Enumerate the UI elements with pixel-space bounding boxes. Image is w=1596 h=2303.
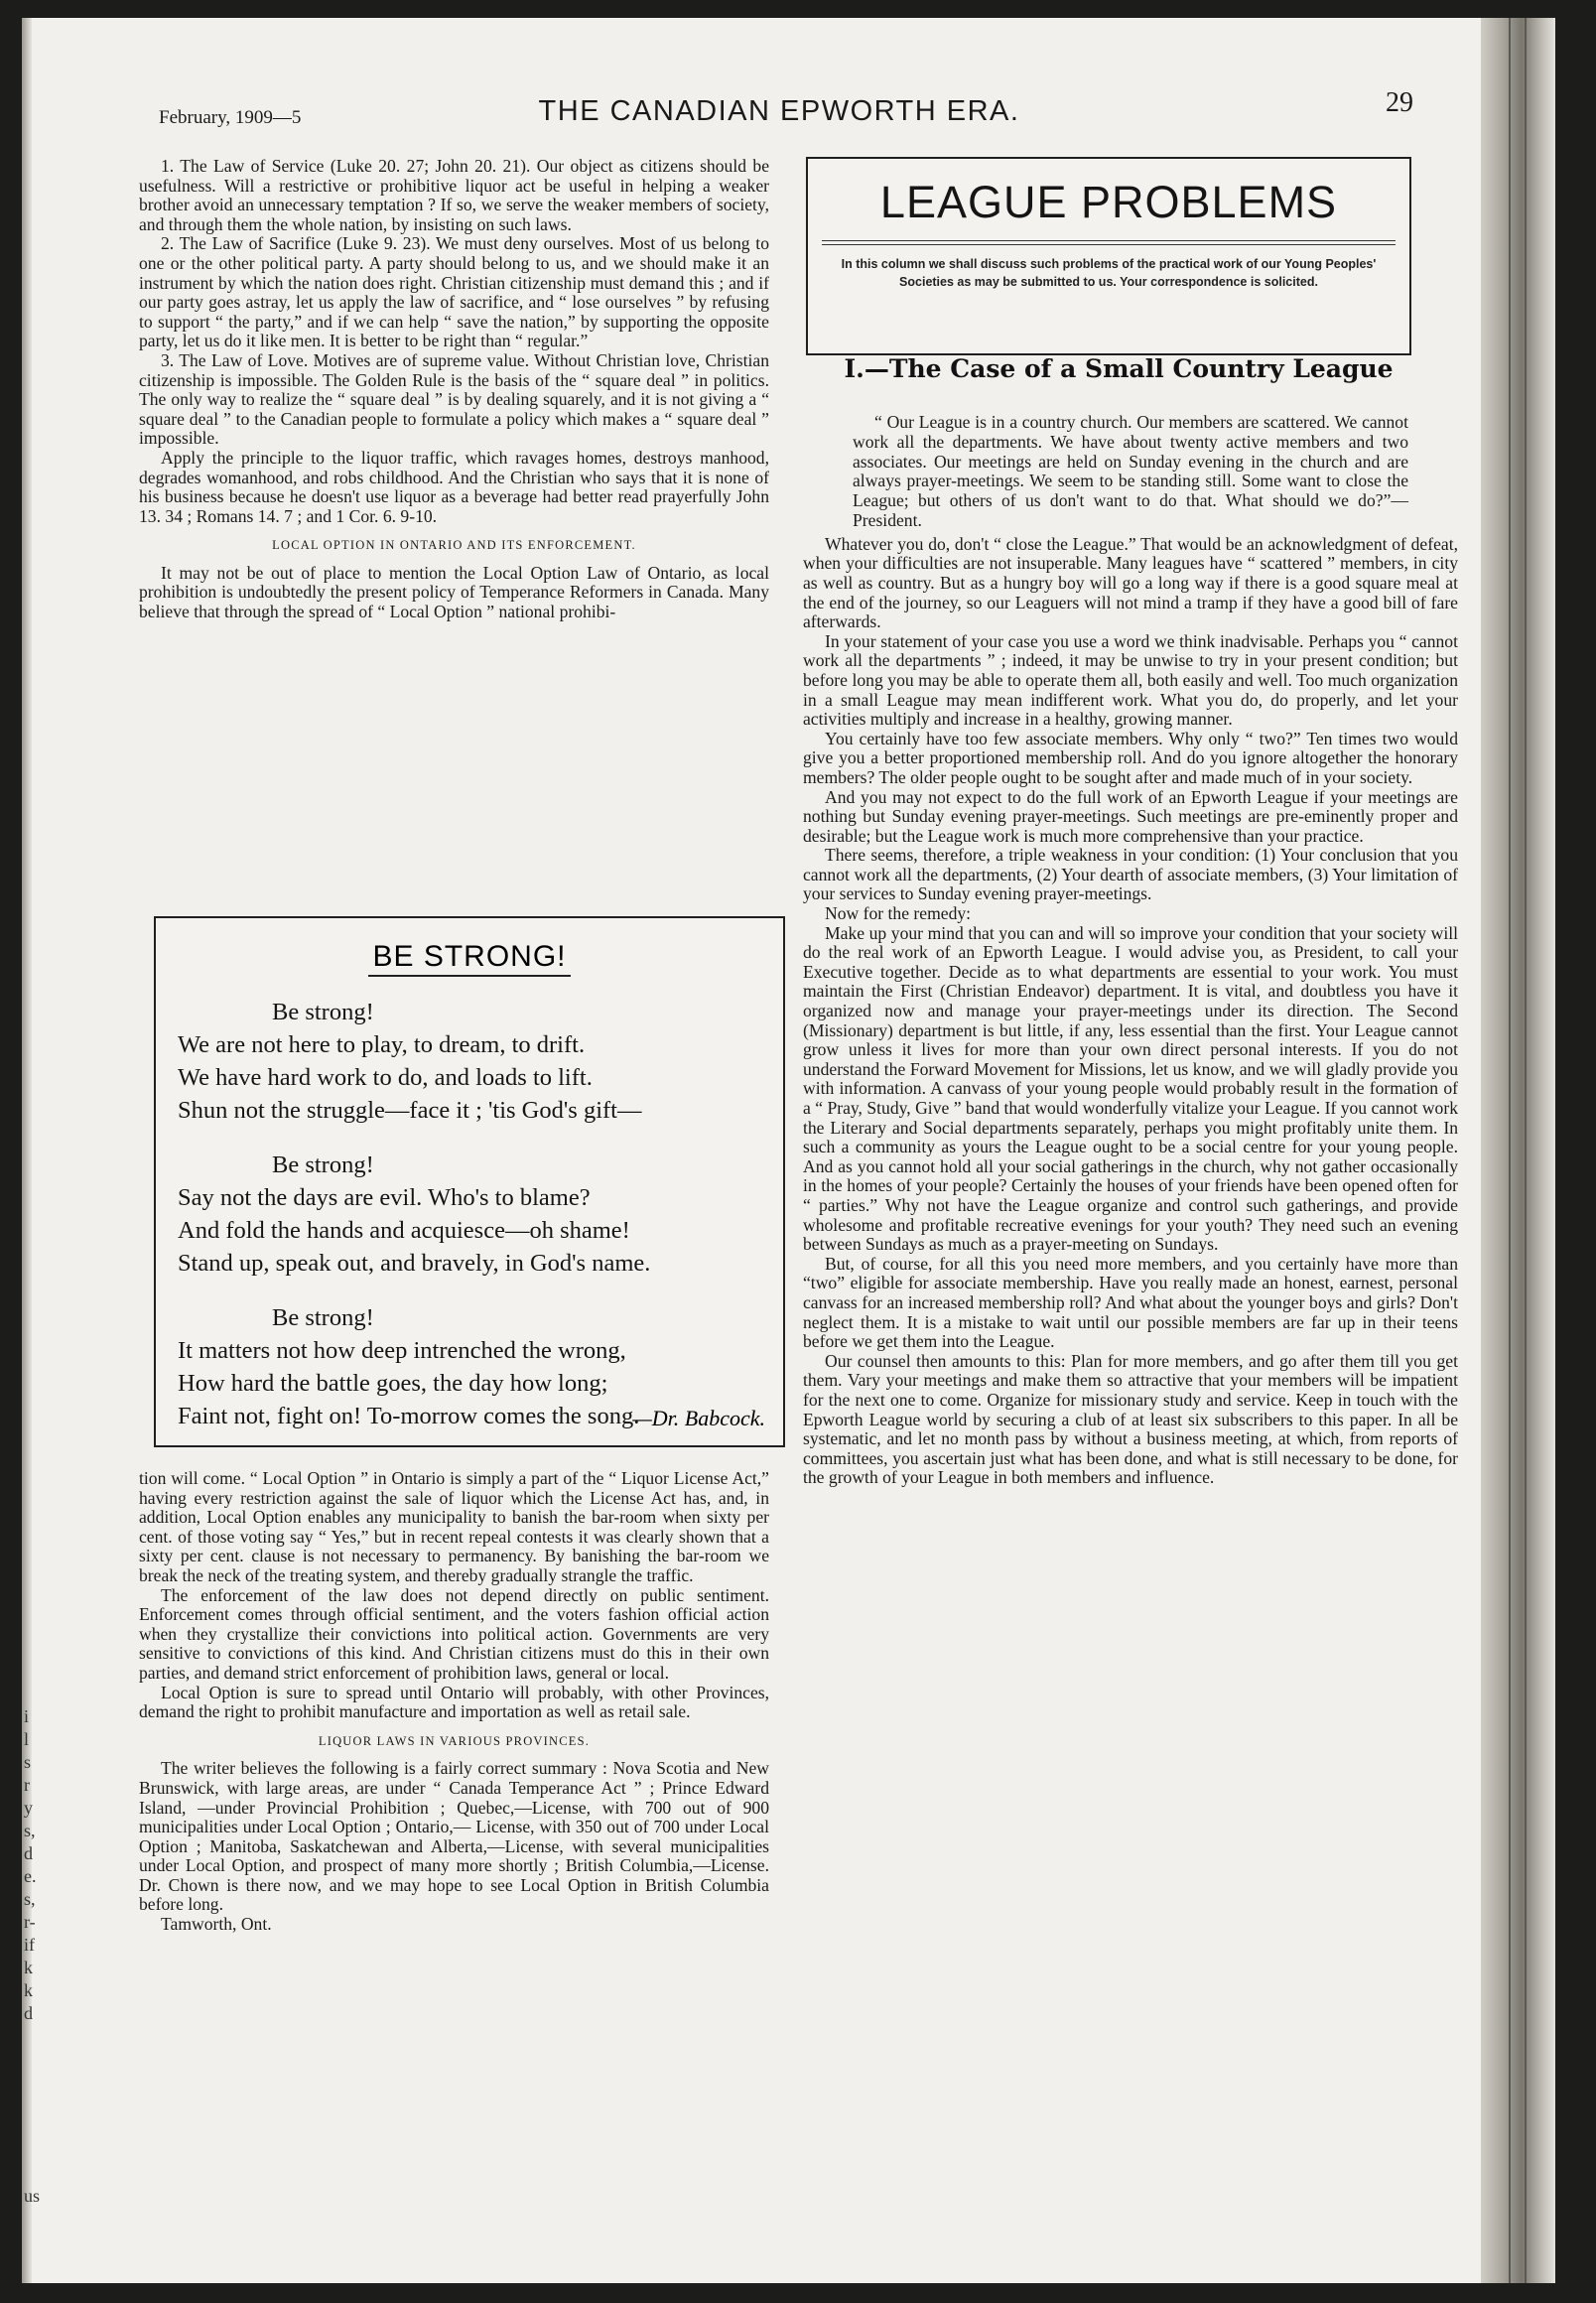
paragraph: Now for the remedy: — [825, 903, 972, 924]
poem-line: Shun not the struggle—face it ; 'tis God's gift— — [178, 1097, 642, 1124]
margin-fragment: d — [24, 2003, 33, 2023]
poem-line: Be strong! — [272, 999, 374, 1025]
poem-line: Faint not, fight on! To-morrow comes the song. — [178, 1403, 640, 1429]
paragraph: It may not be out of place to mention the Local Option Law of Ontario, as local prohibition is undoubtedly the present policy of Temperance Reformers in Canada. Many believe that through the spread of “ Local Option ” national prohibi- — [139, 562, 769, 622]
paragraph: 3. The Law of Love. Motives are of supreme value. Without Christian love, Christian citizenship is impossible. The Golden Rule is the basis of the “ square deal ” in politics. The only way to realize the “ square deal ” is by dealing squarely, and it is not giving a “ square deal ” to the Canadian people to formulate a policy which makes a “ square deal ” impossible. — [139, 349, 769, 449]
double-rule — [822, 240, 1396, 245]
margin-fragment: i — [24, 1706, 30, 1726]
article-title: I.—The Case of a Small Country League — [844, 354, 1394, 383]
paragraph: Apply the principle to the liquor traffic, which ravages homes, destroys manhood, degrades womanhood, and robs childhood. And the Christian who says that it is none of his business because he doesn't use liquor as a beverage had better read prayerfully John 13. 34 ; Romans 14. 7 ; and 1 Cor. 6. 9-10. — [139, 447, 769, 526]
paragraph: Make up your mind that you can and will so improve your condition that your society will do the real work of an Epworth League. I would advise you, as President, to call your Executive together. Decide as to what departments are essential to your work. You must maintain the First (Christian Endeavor) department. It is vital, and doubtless you have it organized now and manage your prayer-meetings under its direction. The Second (Missionary) department is but little, if any, less essential than the first. Your League cannot grow unless it lives for more than your own direct personal interests. If you do not understand the Forward Movement for Missions, let us know, and we will gladly provide you with information. A canvass of your young people would probably result in the formation of a “ Pray, Study, Give ” band that would wonderfully vitalize your League. If you cannot work the Literary and Social departments separately, perhaps you might profitably unite them. In such a community as yours the League ought to be a social centre for your young people. And as you cannot hold all your social gatherings in the church, why not gather occasionally in the homes of your people? Certainly the houses of your friends have been opened often for “ parties.” Why not have the League organize and control such gatherings, and provide wholesome and profitable recreative evenings for your youth? They need such an evening between Sundays as much as a prayer-meeting on Sundays. — [803, 922, 1458, 1255]
paragraph: And you may not expect to do the full work of an Epworth League if your meetings are nothing but Sunday evening prayer-meetings. Such meetings are pre-eminently proper and desirable; but the League work is much more comprehensive than your practice. — [803, 786, 1458, 846]
poem-stanza — [178, 996, 783, 1127]
paragraph: Local Option is sure to spread until Ontario will probably, with other Provinces, demand the right to prohibit manufacture and importation as well as retail sale. — [139, 1682, 769, 1722]
poem-stanza — [178, 1149, 783, 1280]
margin-fragment: y — [24, 1798, 33, 1818]
poem-line: Say not the days are evil. Who's to blame? — [178, 1184, 591, 1211]
magazine-page — [22, 18, 1555, 2283]
issue-date: February, 1909—5 — [159, 107, 302, 128]
letter-text: “ Our League is in a country church. Our members are scattered. We cannot work all the departments. We have about twenty active members and two associates. Our meetings are held on Sunday evening in the church and are always prayer-meetings. We seem to be standing still. Some want to close the League; but others of us don't want to do that. What should we do?”—President. — [853, 412, 1408, 530]
margin-fragment — [24, 2162, 36, 2185]
margin-fragment: l — [24, 1729, 30, 1749]
margin-fragment — [24, 2094, 36, 2116]
poem-line: Be strong! — [272, 1304, 374, 1331]
margin-fragment: s — [24, 1752, 32, 1772]
poem-line: Be strong! — [272, 1152, 374, 1178]
margin-fragment: s, — [24, 1821, 36, 1840]
margin-text-fragments — [24, 1705, 41, 2208]
left-column-bottom — [139, 1469, 769, 1935]
poem-title: BE STRONG! — [156, 940, 783, 974]
margin-fragment: r- — [24, 1912, 36, 1932]
poem-line: We have hard work to do, and loads to lift. — [178, 1064, 593, 1091]
paragraph: In your statement of your case you use a word we think inadvisable. Perhaps you “ cannot work all the departments ” ; indeed, it may be unwise to try in your present condition; but before long you may be able to operate them all, both easily and well. Too much organization in a small League may mean indifferent work. What you do, do properly, and let your activities multiply and increase in a healthy, growing manner. — [803, 630, 1458, 730]
poem-author: —Dr. Babcock. — [632, 1406, 765, 1430]
league-problems-title: LEAGUE PROBLEMS — [879, 177, 1338, 227]
poem-line: How hard the battle goes, the day how long; — [178, 1370, 608, 1397]
paragraph: Whatever you do, don't “ close the League.” That would be an acknowledgment of defeat, when your difficulties are not insuperable. Many leagues have “ scattered ” members, in city as well as country. But as a hungry boy will go a long way if there is a good square meal at the end of the journey, so our Leaguers will not mind a tramp if they have a good bill of fare afterwards. — [803, 533, 1458, 632]
league-problems-box — [806, 157, 1411, 355]
margin-fragment: us — [24, 2186, 41, 2206]
paragraph: There seems, therefore, a triple weakness in your condition: (1) Your conclusion that you cannot work all the departments, (2) Your dearth of associate members, (3) Your limitation of your services to Sunday evening prayer-meetings. — [803, 845, 1458, 904]
margin-fragment — [24, 2025, 36, 2048]
section-subhead: LIQUOR LAWS IN VARIOUS PROVINCES. — [318, 1733, 591, 1748]
signature: Tamworth, Ont. — [161, 1914, 272, 1935]
magazine-title: THE CANADIAN EPWORTH ERA. — [538, 95, 1020, 127]
league-problems-intro: In this column we shall discuss such problems of the practical work of our Young Peoples' Societies as may be submitted to us. Your correspondence is solicited. — [841, 257, 1377, 289]
paragraph: The writer believes the following is a fairly correct summary : Nova Scotia and New Brunswick, with large areas, are under “ Canada Temperance Act ” ; Prince Edward Island, —under Provincial Prohibition ; Quebec,—License, with 700 out of 900 municipalities under Local Option ; Ontario,— License, with 350 out of 700 under Local Option ; Manitoba, Saskatchewan and Alberta,—License, with several municipalities under Local Option, and prospect of many more shortly ; British Columbia,—License. Dr. Chown is there now, and we may hope to see Local Option in British Columbia before long. — [139, 1758, 769, 1915]
book-binding — [1481, 18, 1555, 2283]
margin-fragment: d — [24, 1843, 33, 1863]
paragraph: 1. The Law of Service (Luke 20. 27; John 20. 21). Our object as citizens should be usefulness. Will a restrictive or prohibitive liquor act be useful in helping a weaker brother avoid an unnecessary temptation ? If so, we serve the weaker members of society, and through them the whole nation, by insisting on such laws. — [139, 156, 769, 234]
reader-letter — [853, 413, 1408, 531]
poem-box — [154, 916, 785, 1447]
paragraph: You certainly have too few associate members. Why only “ two?” Ten times two would give you a better proportioned membership roll. And do you ignore altogether the honorary members? The older people ought to be sought after and made much of in your society. — [803, 728, 1458, 787]
paragraph: 2. The Law of Sacrifice (Luke 9. 23). We must deny ourselves. Most of us belong to one or the other political party. A party should belong to us, and we should make it an instrument by which the nation does right. Christian citizenship must demand this ; and if our party goes astray, let us apply the law of sacrifice, and “ lose ourselves ” by refusing to support “ the party,” and if we can help “ save the nation,” by supporting the opposite party, let us do it like men. It is better to be right than “ regular.” — [139, 233, 769, 351]
margin-fragment — [24, 2116, 36, 2139]
margin-fragment: s, — [24, 1889, 36, 1909]
margin-fragment: e. — [24, 1866, 37, 1886]
paragraph: The enforcement of the law does not depend directly on public sentiment. Enforcement comes through official sentiment, and the voters fashion official action when they crystallize their convictions into political action. Governments are very sensitive to convictions of this kind. And Christian citizens must do this in their own parties, and demand strict enforcement of prohibition laws, general or local. — [139, 1584, 769, 1683]
paragraph: tion will come. “ Local Option ” in Ontario is simply a part of the “ Liquor License Act,” having every restriction against the sale of liquor which the License Act has, and, in addition, Local Option enables any municipality to banish the bar-room when sixty per cent. of those voting say “ Yes,” but in recent repeal contests it was clearly shown that a sixty per cent. clause is not necessary to permanency. By banishing the bar-room we break the neck of the treating system, and thereby gradually strangle the traffic. — [139, 1468, 769, 1585]
page-number: 29 — [1386, 87, 1413, 118]
left-column-top — [139, 157, 769, 622]
poem-line: It matters not how deep intrenched the wrong, — [178, 1337, 626, 1364]
poem-line: We are not here to play, to dream, to drift. — [178, 1031, 586, 1058]
margin-fragment — [24, 2139, 36, 2162]
margin-fragment — [24, 2071, 36, 2094]
section-subhead: LOCAL OPTION IN ONTARIO AND ITS ENFORCEMENT. — [272, 538, 636, 553]
margin-fragment: if — [24, 1935, 35, 1955]
margin-fragment: k — [24, 1958, 33, 1977]
margin-fragment: k — [24, 1980, 33, 2000]
page-header — [139, 87, 1419, 137]
poem-line: Stand up, speak out, and bravely, in God's name. — [178, 1250, 651, 1277]
margin-fragment: r — [24, 1775, 30, 1795]
paragraph: Our counsel then amounts to this: Plan for more members, and go after them till you get them. Vary your meetings and make them so attractive that your members will be impatient for the next one to come. Organize for missionary study and service. Keep in touch with the Epworth League world by securing a club of at least six subscribers to this paper. In all be systematic, and let no month pass by without a business meeting, at which, from reports of committees, you ascertain just what has been done, and what is still necessary to be done, for the growth of your League in both members and influence. — [803, 1350, 1458, 1488]
margin-fragment — [24, 2048, 36, 2071]
poem-line: And fold the hands and acquiesce—oh shame! — [178, 1217, 630, 1244]
paragraph: But, of course, for all this you need more members, and you certainly have more than “two” eligible for associate membership. Have you really made an honest, earnest, personal canvass for an increased membership roll? And what about the younger boys and girls? Don't neglect them. It is a mistake to wait until our possible members are far up in their teens before we get them into the League. — [803, 1253, 1458, 1352]
right-column — [803, 395, 1458, 1488]
